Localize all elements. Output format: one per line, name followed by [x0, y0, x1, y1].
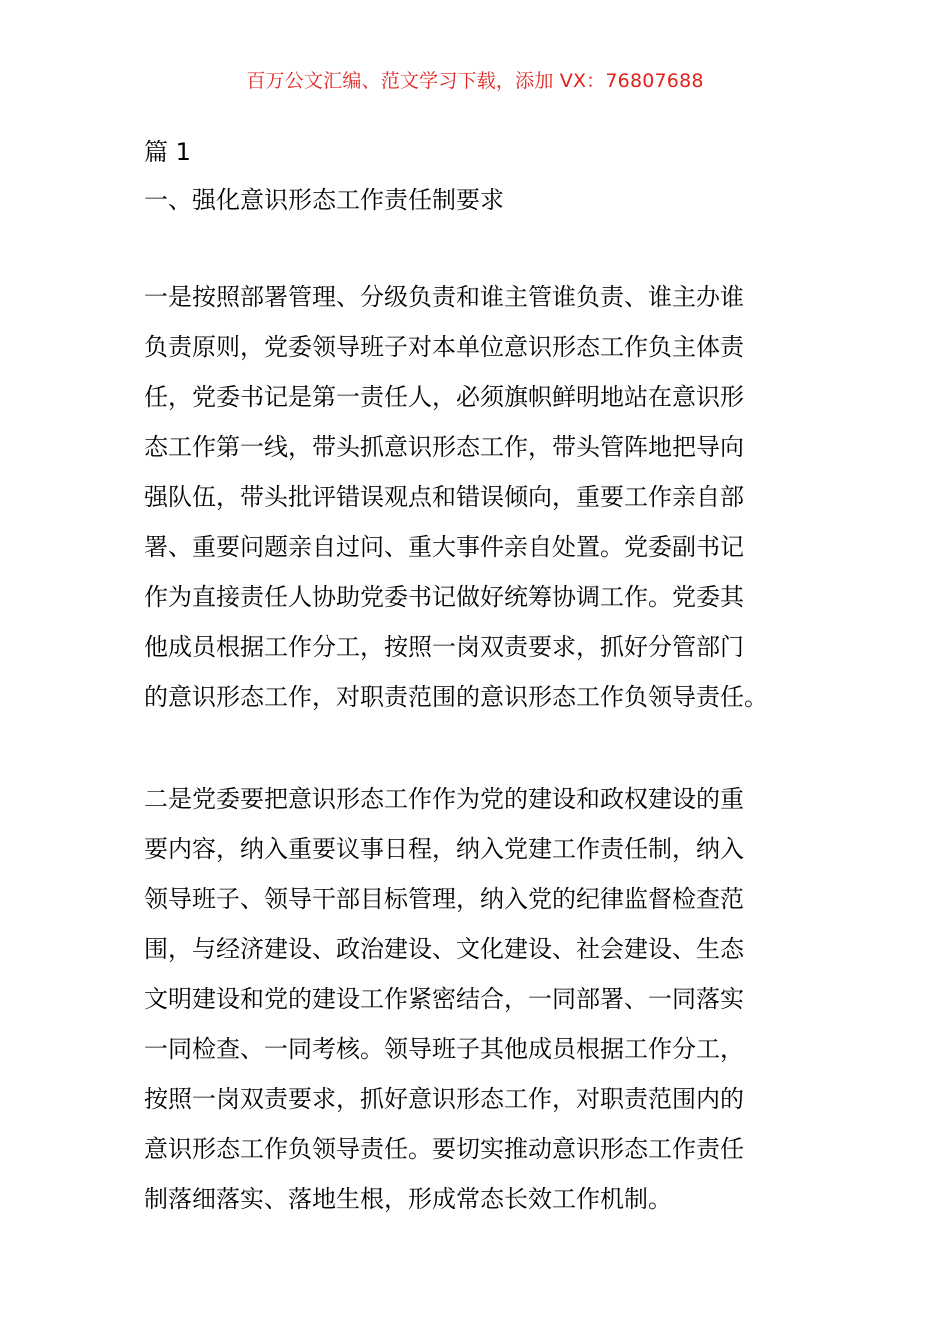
paragraph-line: 态工作第一线，带头抓意识形态工作，带头管阵地把导向: [144, 433, 744, 461]
section-label: 篇 1: [144, 138, 191, 166]
paragraph-line: 按照一岗双责要求，抓好意识形态工作，对职责范围内的: [144, 1085, 744, 1113]
section-heading: 一、强化意识形态工作责任制要求: [144, 186, 504, 214]
paragraph-line: 制落细落实、落地生根，形成常态长效工作机制。: [144, 1185, 672, 1213]
paragraph-line: 一同检查、一同考核。领导班子其他成员根据工作分工，: [144, 1035, 744, 1063]
paragraph-line: 领导班子、领导干部目标管理，纳入党的纪律监督检查范: [144, 885, 744, 913]
paragraph-line: 二是党委要把意识形态工作作为党的建设和政权建设的重: [144, 785, 744, 813]
paragraph-2: [144, 774, 808, 1224]
paragraph-line: 一是按照部署管理、分级负责和谁主管谁负责、谁主办谁: [144, 283, 744, 311]
paragraph-line: 文明建设和党的建设工作紧密结合，一同部署、一同落实: [144, 985, 744, 1013]
document-body: [144, 132, 808, 1276]
paragraph-line: 要内容，纳入重要议事日程，纳入党建工作责任制，纳入: [144, 835, 744, 863]
paragraph-1: [144, 272, 808, 722]
paragraph-line: 负责原则，党委领导班子对本单位意识形态工作负主体责: [144, 333, 744, 361]
paragraph-line: 任，党委书记是第一责任人，必须旗帜鲜明地站在意识形: [144, 383, 744, 411]
paragraph-line: 意识形态工作负领导责任。要切实推动意识形态工作责任: [144, 1135, 744, 1163]
paragraph-line: 作为直接责任人协助党委书记做好统筹协调工作。党委其: [144, 583, 744, 611]
paragraph-line: 强队伍，带头批评错误观点和错误倾向，重要工作亲自部: [144, 483, 744, 511]
paragraph-line: 围，与经济建设、政治建设、文化建设、社会建设、生态: [144, 935, 744, 963]
paragraph-line: 署、重要问题亲自过问、重大事件亲自处置。党委副书记: [144, 533, 744, 561]
paragraph-line: 的意识形态工作，对职责范围的意识形态工作负领导责任。: [144, 683, 768, 711]
watermark-header: 百万公文汇编、范文学习下载，添加 VX：76807688: [246, 70, 704, 92]
paragraph-line: 他成员根据工作分工，按照一岗双责要求，抓好分管部门: [144, 633, 744, 661]
